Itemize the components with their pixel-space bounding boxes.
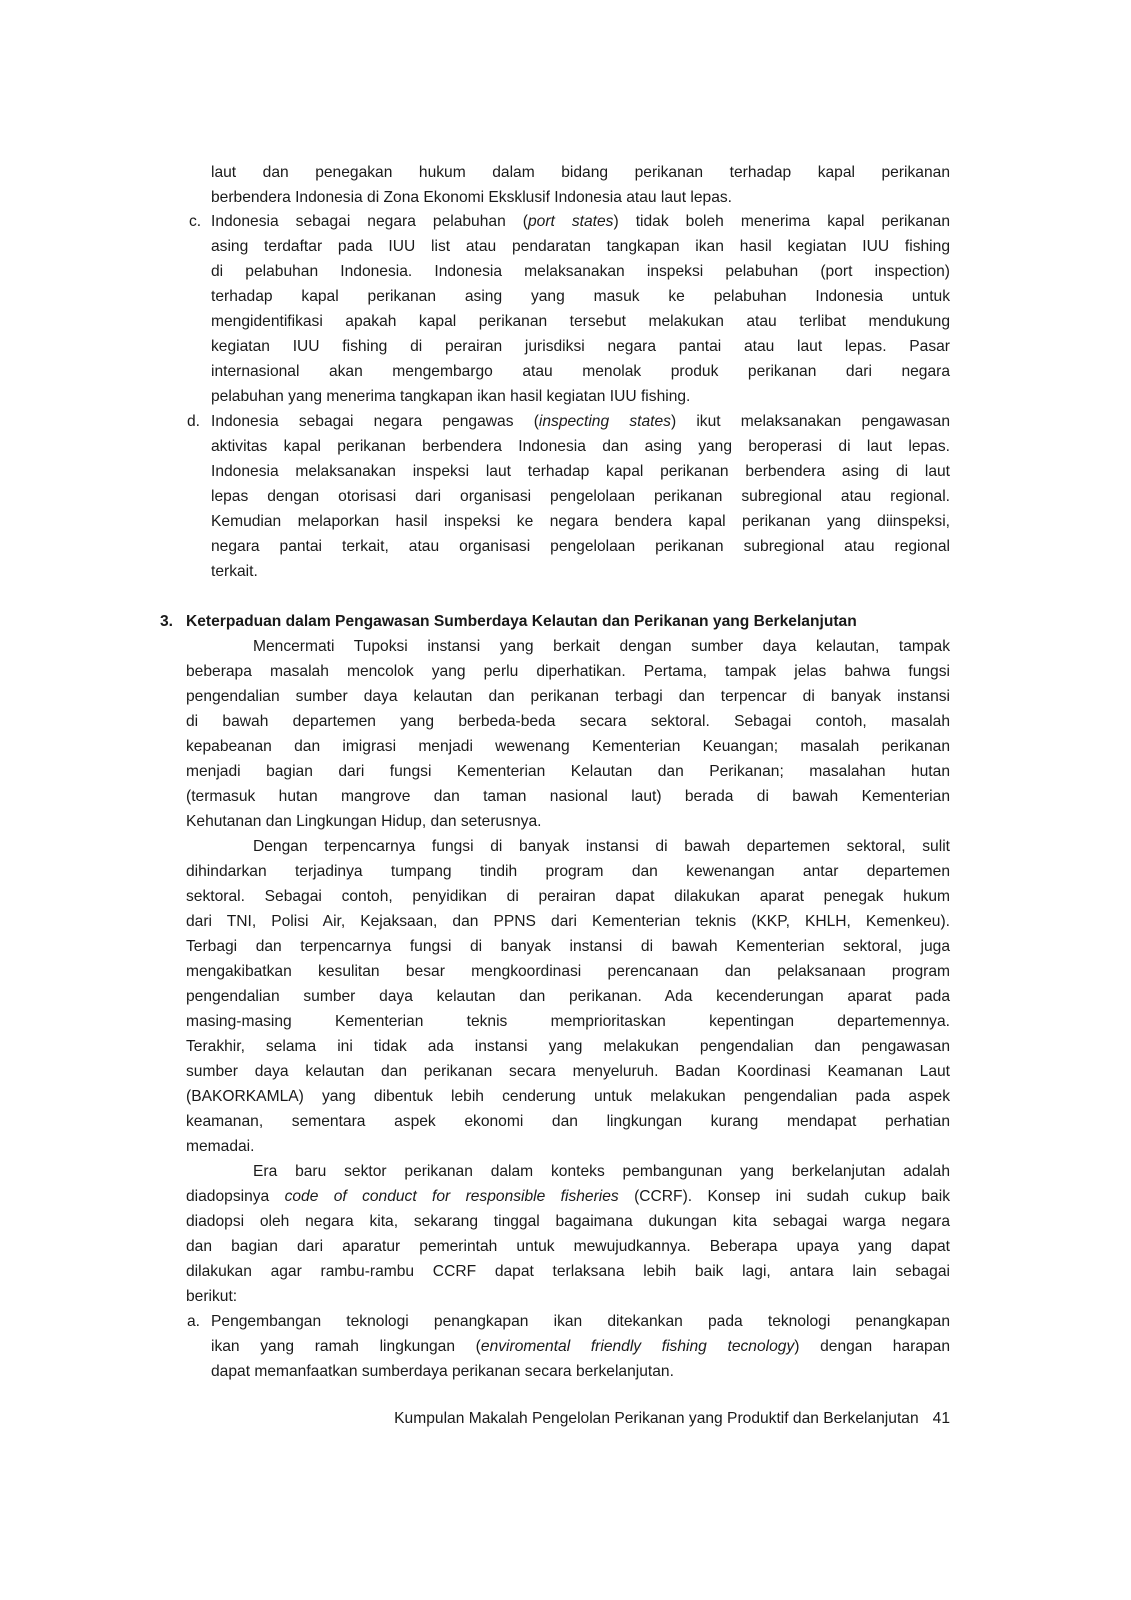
text-segment: (CCRF). Konsep ini sudah cukup baik bbox=[618, 1188, 950, 1205]
text-segment: sektoral. Sebagai contoh, penyidikan di perairan dapat dilakukan aparat penegak hukum bbox=[186, 888, 950, 905]
text-segment: Kehutanan dan Lingkungan Hidup, dan seterusnya. bbox=[186, 813, 542, 830]
text-segment: Indonesia sebagai negara pengawas ( bbox=[211, 413, 539, 430]
paragraph-3 bbox=[186, 1159, 950, 1309]
text-line bbox=[186, 959, 950, 984]
text-line bbox=[211, 309, 950, 334]
list-item-d bbox=[211, 409, 950, 584]
italic-text: code of conduct for responsible fisheries bbox=[284, 1188, 619, 1205]
text-line bbox=[186, 1084, 950, 1109]
text-line bbox=[211, 185, 950, 210]
text-segment: masing-masing Kementerian teknis memprioritaskan kepentingan departemennya. bbox=[186, 1013, 950, 1030]
text-line bbox=[186, 1234, 950, 1259]
text-line bbox=[186, 684, 950, 709]
text-line bbox=[186, 1009, 950, 1034]
text-segment: Indonesia melaksanakan inspeksi laut terhadap kapal perikanan berbendera asing di laut bbox=[211, 463, 950, 480]
text-segment: ) ikut melaksanakan pengawasan bbox=[670, 413, 950, 430]
footer-book-title: Kumpulan Makalah Pengelolan Perikanan yang Produktif dan Berkelanjutan bbox=[394, 1410, 919, 1427]
list-label-a: a. bbox=[187, 1313, 201, 1330]
text-segment: kegiatan IUU fishing di perairan jurisdiksi negara pantai atau laut lepas. Pasar bbox=[211, 338, 950, 355]
text-line bbox=[211, 160, 950, 185]
text-segment: asing terdaftar pada IUU list atau pendaratan tangkapan ikan hasil kegiatan IUU fishing bbox=[211, 238, 950, 255]
text-line bbox=[186, 1109, 950, 1134]
text-line bbox=[186, 759, 950, 784]
text-line bbox=[186, 859, 950, 884]
text-segment: kepabeanan dan imigrasi menjadi wewenang Kementerian Keuangan; masalah perikanan bbox=[186, 738, 950, 755]
text-segment: menjadi bagian dari fungsi Kementerian Kelautan dan Perikanan; masalahan hutan bbox=[186, 763, 950, 780]
text-segment: di pelabuhan Indonesia. Indonesia melaksanakan inspeksi pelabuhan (port inspection) bbox=[211, 263, 950, 280]
paragraph-1 bbox=[186, 634, 950, 834]
section-title: Keterpaduan dalam Pengawasan Sumberdaya Kelautan dan Perikanan yang Berkelanjutan bbox=[186, 613, 857, 630]
page-footer bbox=[280, 1406, 950, 1431]
text-line bbox=[186, 1259, 950, 1284]
text-segment: (BAKORKAMLA) yang dibentuk lebih cenderung untuk melakukan pengendalian pada aspek bbox=[186, 1088, 950, 1105]
text-line bbox=[211, 484, 950, 509]
text-line bbox=[211, 1334, 950, 1359]
text-line bbox=[211, 384, 950, 409]
text-line bbox=[211, 284, 950, 309]
text-segment: Terakhir, selama ini tidak ada instansi yang melakukan pengendalian dan pengawasan bbox=[186, 1038, 950, 1055]
text-segment: diadopsinya bbox=[186, 1188, 285, 1205]
text-segment: pelabuhan yang menerima tangkapan ikan hasil kegiatan IUU fishing. bbox=[211, 388, 691, 405]
text-segment: pengendalian sumber daya kelautan dan perikanan terbagi dan terpencar di banyak instansi bbox=[186, 688, 950, 705]
text-segment: aktivitas kapal perikanan berbendera Indonesia dan asing yang beroperasi di laut lepas. bbox=[211, 438, 950, 455]
text-line bbox=[186, 634, 950, 659]
text-line bbox=[186, 1184, 950, 1209]
text-line bbox=[211, 1359, 950, 1384]
text-line bbox=[186, 1209, 950, 1234]
italic-text: enviromental friendly fishing tecnology bbox=[480, 1338, 795, 1355]
text-line bbox=[211, 534, 950, 559]
text-segment: mengakibatkan kesulitan besar mengkoordinasi perencanaan dan pelaksanaan program bbox=[186, 963, 950, 980]
list-item-c bbox=[211, 209, 950, 409]
text-segment: (termasuk hutan mangrove dan taman nasional laut) berada di bawah Kementerian bbox=[186, 788, 950, 805]
text-line bbox=[186, 1159, 950, 1184]
text-segment: berikut: bbox=[186, 1288, 238, 1305]
text-segment: diadopsi oleh negara kita, sekarang tinggal bagaimana dukungan kita sebagai warga negara bbox=[186, 1213, 950, 1230]
text-segment: terkait. bbox=[211, 563, 258, 580]
text-segment: keamanan, sementara aspek ekonomi dan lingkungan kurang mendapat perhatian bbox=[186, 1113, 950, 1130]
text-line bbox=[186, 1034, 950, 1059]
text-segment: sumber daya kelautan dan perikanan secara menyeluruh. Badan Koordinasi Keamanan Laut bbox=[186, 1063, 950, 1080]
text-line bbox=[186, 934, 950, 959]
list-item-b-continuation bbox=[211, 160, 950, 210]
text-line bbox=[211, 1309, 950, 1334]
text-segment: Terbagi dan terpencarnya fungsi di banyak instansi di bawah Kementerian sektoral, juga bbox=[186, 938, 950, 955]
text-line bbox=[186, 1134, 950, 1159]
text-line bbox=[211, 259, 950, 284]
text-segment: dan bagian dari aparatur pemerintah untuk mewujudkannya. Beberapa upaya yang dapat bbox=[186, 1238, 950, 1255]
text-line bbox=[186, 659, 950, 684]
text-line bbox=[211, 334, 950, 359]
text-line bbox=[186, 1059, 950, 1084]
text-segment: berbendera Indonesia di Zona Ekonomi Eksklusif Indonesia atau laut lepas. bbox=[211, 189, 732, 206]
text-segment: di bawah departemen yang berbeda-beda secara sektoral. Sebagai contoh, masalah bbox=[186, 713, 950, 730]
text-segment: beberapa masalah mencolok yang perlu diperhatikan. Pertama, tampak jelas bahwa fungsi bbox=[186, 663, 950, 680]
text-segment: lepas dengan otorisasi dari organisasi pengelolaan perikanan subregional atau regional. bbox=[211, 488, 950, 505]
text-segment: Dengan terpencarnya fungsi di banyak instansi di bawah departemen sektoral, sulit bbox=[253, 838, 950, 855]
text-segment: dapat memanfaatkan sumberdaya perikanan secara berkelanjutan. bbox=[211, 1363, 674, 1380]
italic-text: port states bbox=[527, 213, 614, 230]
list-label-c: c. bbox=[189, 213, 202, 230]
text-line bbox=[211, 234, 950, 259]
text-segment: Era baru sektor perikanan dalam konteks pembangunan yang berkelanjutan adalah bbox=[253, 1163, 950, 1180]
text-line bbox=[186, 984, 950, 1009]
text-segment: Mencermati Tupoksi instansi yang berkait dengan sumber daya kelautan, tampak bbox=[253, 638, 950, 655]
text-segment: laut dan penegakan hukum dalam bidang perikanan terhadap kapal perikanan bbox=[211, 164, 950, 181]
text-line bbox=[211, 209, 950, 234]
text-segment: ) tidak boleh menerima kapal perikanan bbox=[613, 213, 951, 230]
text-segment: Pengembangan teknologi penangkapan ikan ditekankan pada teknologi penangkapan bbox=[211, 1313, 950, 1330]
italic-text: inspecting states bbox=[538, 413, 671, 430]
text-segment: pengendalian sumber daya kelautan dan perikanan. Ada kecenderungan aparat pada bbox=[186, 988, 950, 1005]
text-segment: negara pantai terkait, atau organisasi pengelolaan perikanan subregional atau regional bbox=[211, 538, 950, 555]
text-line bbox=[186, 709, 950, 734]
text-segment: dilakukan agar rambu-rambu CCRF dapat terlaksana lebih baik lagi, antara lain sebagai bbox=[186, 1263, 950, 1280]
paragraph-2 bbox=[186, 834, 950, 1159]
text-line bbox=[211, 409, 950, 434]
text-line bbox=[186, 784, 950, 809]
text-line bbox=[186, 1284, 950, 1309]
text-segment: dihindarkan terjadinya tumpang tindih program dan kewenangan antar departemen bbox=[186, 863, 950, 880]
section-number: 3. bbox=[160, 613, 174, 630]
page-number: 41 bbox=[932, 1410, 950, 1427]
text-line bbox=[186, 909, 950, 934]
text-segment: ) dengan harapan bbox=[794, 1338, 951, 1355]
text-segment: internasional akan mengembargo atau menolak produk perikanan dari negara bbox=[211, 363, 950, 380]
text-line bbox=[211, 559, 950, 584]
text-line bbox=[211, 434, 950, 459]
text-line bbox=[211, 459, 950, 484]
list-item-a bbox=[211, 1309, 950, 1384]
text-line bbox=[186, 834, 950, 859]
text-segment: Kemudian melaporkan hasil inspeksi ke negara bendera kapal perikanan yang diinspeksi, bbox=[211, 513, 950, 530]
text-line bbox=[211, 359, 950, 384]
text-line bbox=[186, 809, 950, 834]
text-line bbox=[211, 509, 950, 534]
list-label-d: d. bbox=[187, 413, 201, 430]
text-segment: memadai. bbox=[186, 1138, 255, 1155]
text-line bbox=[186, 734, 950, 759]
text-segment: terhadap kapal perikanan asing yang masuk ke pelabuhan Indonesia untuk bbox=[211, 288, 950, 305]
text-segment: dari TNI, Polisi Air, Kejaksaan, dan PPNS dari Kementerian teknis (KKP, KHLH, Kemenkeu). bbox=[186, 913, 950, 930]
text-segment: Indonesia sebagai negara pelabuhan ( bbox=[211, 213, 528, 230]
text-segment: mengidentifikasi apakah kapal perikanan tersebut melakukan atau terlibat mendukung bbox=[211, 313, 950, 330]
text-segment: ikan yang ramah lingkungan ( bbox=[211, 1338, 481, 1355]
text-line bbox=[186, 884, 950, 909]
